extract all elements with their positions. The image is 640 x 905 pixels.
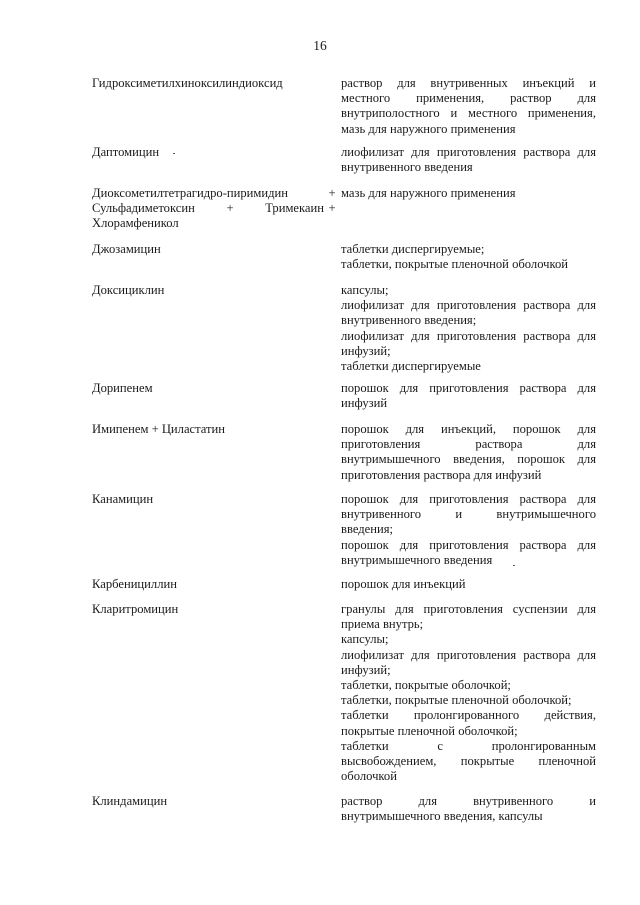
dosage-form [341,577,596,592]
drug-name: Кларитромицин [92,602,179,616]
dosage-form [341,76,596,137]
dosage-form-line: капсулы; [341,632,389,647]
dosage-form-line: внутримышечного введения, порошок для [341,452,596,467]
dosage-form-line: порошок для приготовления раствора для [341,537,596,552]
drug-name [92,186,324,232]
plus-mark: + [328,201,336,216]
dosage-form-line: порошок для приготовления раствора для [341,492,596,506]
drug-name: Карбенициллин [92,577,177,591]
dosage-form [341,602,596,784]
dosage-form-line: введения; [341,522,394,537]
dosage-form-line: оболочкой [341,769,397,784]
dosage-form-line: раствор для внутривенных инъекций и [341,76,596,90]
dosage-form-line: таблетки с пролонгированным [341,738,596,753]
dosage-form-line: таблетки пролонгированного действия, [341,708,596,723]
dosage-form-line: мазь для наружного применения [341,186,516,200]
drug-name: Джозамицин [92,242,161,256]
dosage-form-line: капсулы; [341,283,389,297]
scan-speck [173,153,175,154]
drug-name: Канамицин [92,492,154,506]
dosage-form [341,422,596,483]
dosage-form-line: таблетки, покрытые пленочной оболочкой; [341,693,572,708]
dosage-form-line: мазь для наружного применения [341,121,516,136]
dosage-form [341,794,596,824]
dosage-form-line: внутривенного введения [341,160,473,175]
dosage-form-line: внутримышечного введения, капсулы [341,809,543,824]
dosage-form-line: лиофилизат для приготовления раствора для [341,145,596,159]
dosage-form-line: порошок для инъекций [341,577,466,591]
dosage-form-line: таблетки, покрытые оболочкой; [341,678,511,693]
dosage-form-line: лиофилизат для приготовления раствора для [341,328,596,343]
dosage-form [341,186,596,201]
dosage-form [341,283,596,374]
drug-name-line: Хлорамфеникол [92,216,179,231]
dosage-form-line: лиофилизат для приготовления раствора для [341,298,596,313]
dosage-form-line: таблетки диспергируемые; [341,242,485,256]
dosage-form-line: приготовления раствора для инфузий [341,467,542,482]
dosage-form-line: покрытые пленочной оболочкой; [341,723,518,738]
dosage-form-line: инфузий; [341,662,391,677]
drug-name: Клиндамицин [92,794,168,808]
dosage-form-line: порошок для приготовления раствора для [341,381,596,395]
dosage-form-line: приготовления раствора для [341,437,596,452]
drug-name: Гидроксиметилхиноксилиндиоксид [92,76,283,90]
dosage-form-line: внутримышечного введения [341,552,493,567]
dosage-form-line: инфузий [341,396,388,411]
scan-speck [513,565,515,566]
dosage-form-line: порошок для инъекций, порошок для [341,422,596,436]
dosage-form-line: внутривенного и внутримышечного [341,507,596,522]
dosage-form-line: местного применения, раствор для [341,91,596,106]
dosage-form [341,381,596,411]
drug-name: Даптомицин [92,145,160,159]
dosage-form [341,492,596,568]
dosage-form-line: приема внутрь; [341,617,424,632]
drug-name: Имипенем + Циластатин [92,422,226,436]
page-number: 16 [313,38,327,53]
dosage-form-line: таблетки диспергируемые [341,359,481,374]
combination-plus-marks [327,186,337,216]
dosage-form-line: лиофилизат для приготовления раствора для [341,647,596,662]
dosage-form-line: внутриполостного и местного применения, [341,106,596,121]
drug-name: Доксициклин [92,283,165,297]
dosage-form-line: внутривенного введения; [341,313,477,328]
dosage-form-line: раствор для внутривенного и [341,794,596,808]
drug-name: Дорипенем [92,381,153,395]
dosage-form [341,242,596,272]
dosage-form-line: таблетки, покрытые пленочной оболочкой [341,257,569,272]
drug-name-line: Сульфадиметоксин + Тримекаин [92,201,324,216]
dosage-form-line: высвобождением, покрытые пленочной [341,754,596,769]
dosage-form [341,145,596,175]
dosage-form-line: инфузий; [341,343,391,358]
plus-mark: + [328,186,336,200]
dosage-form-line: гранулы для приготовления суспензии для [341,602,596,616]
drug-name-line: Диоксометилтетрагидро-пиримидин [92,186,289,200]
